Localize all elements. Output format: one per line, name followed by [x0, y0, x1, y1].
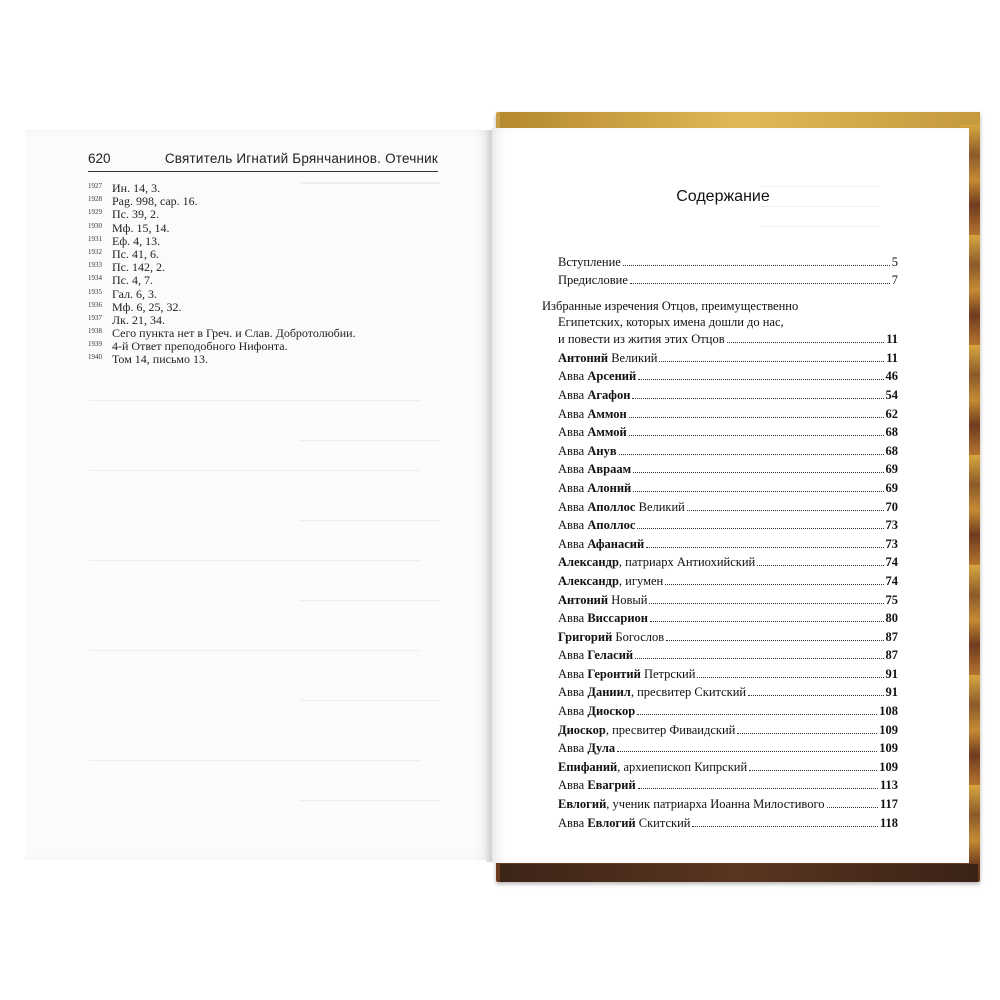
- toc-entry: [558, 589, 898, 608]
- footnote-number: 1936: [88, 300, 102, 309]
- toc-entry-title: [558, 480, 631, 496]
- toc-entry-title: [558, 815, 690, 831]
- leader-dots: [619, 454, 884, 455]
- toc-entry-title: [558, 666, 695, 682]
- toc-entry-title: [558, 406, 627, 422]
- entry-name: Аполлос: [587, 499, 636, 514]
- toc-entry: [558, 663, 898, 682]
- leader-dots: [633, 472, 883, 473]
- toc-entry-page: 108: [879, 704, 898, 719]
- toc-entry: [558, 477, 898, 496]
- toc-entry: [558, 347, 898, 366]
- leader-dots: [692, 826, 877, 827]
- leader-dots: [630, 283, 890, 284]
- toc-entry-title: [558, 350, 657, 366]
- leader-dots: [749, 770, 877, 771]
- leader-dots: [617, 751, 877, 752]
- toc-entry-title: [558, 499, 685, 515]
- entry-name: Антоний: [558, 350, 609, 365]
- toc-entry: [558, 552, 898, 571]
- toc-entry-title: [558, 796, 825, 812]
- footnote-number: 1931: [88, 234, 102, 243]
- entry-prefix: Авва: [558, 425, 588, 440]
- toc-section-intro: [542, 298, 898, 347]
- leader-dots: [629, 435, 884, 436]
- toc-entry-page: 69: [885, 462, 898, 477]
- entry-prefix: Авва: [558, 666, 588, 681]
- toc-entry-page: 87: [885, 648, 898, 663]
- entry-suffix: , игумен: [618, 573, 664, 588]
- toc-entry: [558, 645, 898, 664]
- leader-dots: [637, 528, 883, 529]
- entry-prefix: Авва: [558, 518, 588, 533]
- toc-entry-title: [558, 629, 664, 645]
- footnote-text: Пс. 4, 7.: [112, 273, 153, 288]
- entry-name: Епифаний: [558, 759, 618, 774]
- entry-name: Агафон: [587, 387, 631, 402]
- toc-entry-page: 91: [885, 685, 898, 700]
- footnote: [88, 222, 448, 235]
- toc-entry-title: [558, 424, 627, 440]
- toc-entry-title: [558, 684, 746, 700]
- toc-entry: [558, 422, 898, 441]
- toc-entry-page: 11: [886, 332, 898, 347]
- toc-entry-page: 91: [885, 666, 898, 681]
- toc-entry-page: 68: [885, 443, 898, 458]
- entry-name: Даниил: [587, 685, 631, 700]
- toc-entry: [558, 533, 898, 552]
- leader-dots: [649, 603, 883, 604]
- leader-dots: [646, 547, 883, 548]
- toc-entry-page: 117: [879, 797, 898, 812]
- footnote: [88, 208, 448, 221]
- entry-name: Алоний: [587, 480, 632, 495]
- toc-entry: [558, 608, 898, 627]
- footnote: [88, 353, 448, 366]
- toc-entry-title: [558, 387, 630, 403]
- leader-dots: [727, 342, 885, 343]
- toc-entry: [558, 515, 898, 534]
- footnote-number: 1939: [88, 340, 102, 349]
- footnote-number: 1927: [88, 182, 102, 190]
- section-intro-line: Избранные изречения Отцов, преимущественно: [542, 299, 799, 314]
- toc-entry: [558, 403, 898, 422]
- toc-entry-page: 5: [891, 254, 898, 269]
- footnote-text: Мф. 6, 25, 32.: [112, 299, 182, 314]
- leader-dots: [623, 265, 890, 266]
- entry-prefix: Авва: [558, 611, 588, 626]
- entry-prefix: Авва: [558, 741, 588, 756]
- entry-name: Авраам: [587, 462, 632, 477]
- leader-dots: [737, 733, 877, 734]
- leader-dots: [638, 379, 883, 380]
- footnote-text: Мф. 15, 14.: [112, 220, 170, 235]
- leader-dots: [632, 398, 883, 399]
- footnote: [88, 288, 448, 301]
- entry-prefix: Авва: [558, 778, 588, 793]
- toc-entry: [558, 738, 898, 757]
- footnote-text: Сего пункта нет в Греч. и Слав. Добротолюбии.: [112, 326, 356, 341]
- entry-name: Диоскор: [587, 704, 636, 719]
- toc-entry-title: Предисловие: [558, 273, 628, 288]
- toc-entry-title: [558, 536, 644, 552]
- leader-dots: [635, 658, 883, 659]
- toc-entry-title: [558, 610, 648, 626]
- toc-entry: [558, 626, 898, 645]
- entry-name: Григорий: [558, 629, 613, 644]
- entry-name: Арсений: [587, 369, 637, 384]
- footnote-text: Еф. 4, 13.: [112, 233, 161, 248]
- leader-dots: [666, 640, 883, 641]
- leader-dots: [687, 510, 884, 511]
- footnote-number: 1940: [88, 353, 102, 362]
- toc-entry: [558, 756, 898, 775]
- entry-name: Дула: [587, 741, 616, 756]
- footnote-text: Ин. 14, 3.: [112, 181, 161, 195]
- entry-name: Виссарион: [587, 611, 648, 626]
- page-number: 620: [88, 151, 111, 166]
- toc-entry-page: 69: [885, 480, 898, 495]
- toc-entry-page: 118: [879, 815, 898, 830]
- toc-entry-page: 46: [885, 369, 898, 384]
- toc-entry-page: 54: [885, 387, 898, 402]
- entry-name: Диоскор: [558, 722, 606, 737]
- toc-entry-title: [558, 573, 663, 589]
- leader-dots: [697, 677, 883, 678]
- entry-name: Антоний: [558, 592, 609, 607]
- leader-dots: [748, 695, 883, 696]
- toc-entry-title: [558, 647, 633, 663]
- entry-name: Александр: [558, 555, 619, 570]
- entry-suffix: Скитский: [635, 815, 691, 830]
- footnote-text: Пс. 142, 2.: [112, 260, 165, 275]
- leader-dots: [629, 417, 884, 418]
- toc-entry: [558, 270, 898, 289]
- entry-name: Геласий: [587, 648, 634, 663]
- toc-entry: [558, 366, 898, 385]
- toc-entry-page: 68: [885, 425, 898, 440]
- cover-bottom-edge: [500, 864, 978, 882]
- toc-entry-title: [558, 517, 635, 533]
- running-title: Святитель Игнатий Брянчанинов. Отечник: [164, 151, 438, 166]
- footnote-number: 1929: [88, 208, 102, 217]
- footnote-number: 1930: [88, 221, 102, 230]
- toc-entries: [558, 347, 898, 830]
- leader-dots: [650, 621, 884, 622]
- footnote-number: 1928: [88, 195, 102, 204]
- leader-dots: [659, 361, 884, 362]
- leader-dots: [633, 491, 883, 492]
- footnote-number: 1932: [88, 247, 102, 256]
- toc-entry-page: 70: [885, 499, 898, 514]
- toc-entry: [558, 384, 898, 403]
- toc-entry-page: 109: [879, 741, 898, 756]
- footnote-text: Пс. 39, 2.: [112, 207, 159, 222]
- entry-prefix: Авва: [558, 815, 588, 830]
- entry-suffix: , ученик патриарха Иоанна Милостивого: [606, 797, 825, 812]
- toc-entry-title: [558, 722, 735, 738]
- footnote-text: 4-й Ответ преподобного Нифонта.: [112, 339, 288, 354]
- entry-suffix: Новый: [608, 592, 648, 607]
- toc-entry-page: 7: [891, 273, 898, 288]
- entry-name: Анув: [587, 443, 617, 458]
- entry-suffix: , пресвитер Фиваидский: [605, 722, 736, 737]
- entry-name: Евагрий: [587, 778, 636, 793]
- toc-entry-title: [558, 443, 617, 459]
- entry-name: Александр: [558, 573, 619, 588]
- toc-entry: [558, 440, 898, 459]
- cover-top-edge: [500, 112, 980, 128]
- entry-prefix: Авва: [558, 406, 588, 421]
- entry-suffix: , пресвитер Скитский: [630, 685, 747, 700]
- toc-entry: [558, 682, 898, 701]
- entry-name: Евлогий: [558, 797, 607, 812]
- toc-entry-page: 109: [879, 759, 898, 774]
- entry-name: Аммон: [587, 406, 627, 421]
- entry-prefix: Авва: [558, 480, 588, 495]
- entry-prefix: Авва: [558, 704, 588, 719]
- footnote-text: Гал. 6, 3.: [112, 286, 158, 301]
- toc-entry-page: 74: [885, 555, 898, 570]
- entry-prefix: Авва: [558, 536, 588, 551]
- toc-entry: [558, 719, 898, 738]
- entry-prefix: Авва: [558, 685, 588, 700]
- entry-prefix: Авва: [558, 369, 588, 384]
- entry-name: Афанасий: [587, 536, 645, 551]
- toc-entry-title: [558, 759, 747, 775]
- footnote-number: 1933: [88, 261, 102, 270]
- toc-entry: [558, 459, 898, 478]
- toc-entry-title: [558, 368, 636, 384]
- entry-suffix: Великий: [608, 350, 658, 365]
- toc-entry-page: 109: [879, 722, 898, 737]
- toc-heading: Содержание: [676, 188, 770, 205]
- toc-entry-title: [558, 740, 615, 756]
- footnote-text: Пс. 41, 6.: [112, 246, 159, 261]
- footnote: [88, 235, 448, 248]
- leader-dots: [665, 584, 883, 585]
- entry-name: Евлогий: [587, 815, 636, 830]
- footnote: [88, 301, 448, 314]
- leader-dots: [637, 714, 877, 715]
- entry-suffix: Великий: [635, 499, 685, 514]
- entry-name: Аполлос: [587, 518, 636, 533]
- toc-entry-title: [558, 777, 636, 793]
- toc-entry: [558, 775, 898, 794]
- toc-entry-title: [558, 592, 647, 608]
- footnote-number: 1935: [88, 287, 102, 296]
- toc-entry-page: 73: [885, 518, 898, 533]
- toc-entry-title: [558, 703, 635, 719]
- footnote: [88, 274, 448, 287]
- entry-suffix: , архиепископ Кипрский: [617, 759, 748, 774]
- footnotes-list: [88, 182, 448, 367]
- toc-entry: [558, 812, 898, 831]
- toc-entry: [558, 330, 898, 347]
- running-header: [88, 151, 438, 172]
- section-intro-line: и повести из жития этих Отцов: [558, 332, 725, 347]
- toc-entry: [558, 496, 898, 515]
- footnote-text: Лк. 21, 34.: [112, 312, 165, 327]
- entry-prefix: Авва: [558, 387, 588, 402]
- section-intro-line: Египетских, которых имена дошли до нас,: [558, 315, 784, 330]
- footnote-number: 1938: [88, 327, 102, 336]
- toc-entry-page: 75: [885, 592, 898, 607]
- footnote-number: 1937: [88, 313, 102, 322]
- entry-prefix: Авва: [558, 648, 588, 663]
- toc-entry-title: [558, 461, 631, 477]
- entry-prefix: Авва: [558, 443, 588, 458]
- toc-entry-page: 73: [885, 536, 898, 551]
- toc-entry-page: 80: [885, 611, 898, 626]
- toc-entry-page: 87: [885, 629, 898, 644]
- table-of-contents: [542, 251, 898, 831]
- entry-prefix: Авва: [558, 499, 588, 514]
- toc-entry-title: Вступление: [558, 254, 621, 269]
- entry-name: Геронтий: [587, 666, 641, 681]
- toc-entry-page: 62: [885, 406, 898, 421]
- leader-dots: [827, 807, 878, 808]
- entry-suffix: Петрский: [640, 666, 696, 681]
- toc-entry: [558, 793, 898, 812]
- entry-suffix: , патриарх Антиохийский: [618, 555, 756, 570]
- entry-suffix: Богослов: [612, 629, 665, 644]
- entry-prefix: Авва: [558, 462, 588, 477]
- leader-dots: [638, 788, 878, 789]
- toc-entry-page: 74: [885, 573, 898, 588]
- footnote-text: Pag. 998, cap. 16.: [112, 194, 198, 209]
- toc-entry: [558, 251, 898, 270]
- entry-name: Аммой: [587, 425, 627, 440]
- footnote-text: Том 14, письмо 13.: [112, 352, 209, 367]
- toc-entry-page: 113: [879, 778, 898, 793]
- toc-entry: [558, 570, 898, 589]
- toc-entry-title: [558, 554, 755, 570]
- footnote-number: 1934: [88, 274, 102, 283]
- toc-entry-page: 11: [886, 350, 898, 365]
- toc-entry: [558, 700, 898, 719]
- leader-dots: [757, 565, 883, 566]
